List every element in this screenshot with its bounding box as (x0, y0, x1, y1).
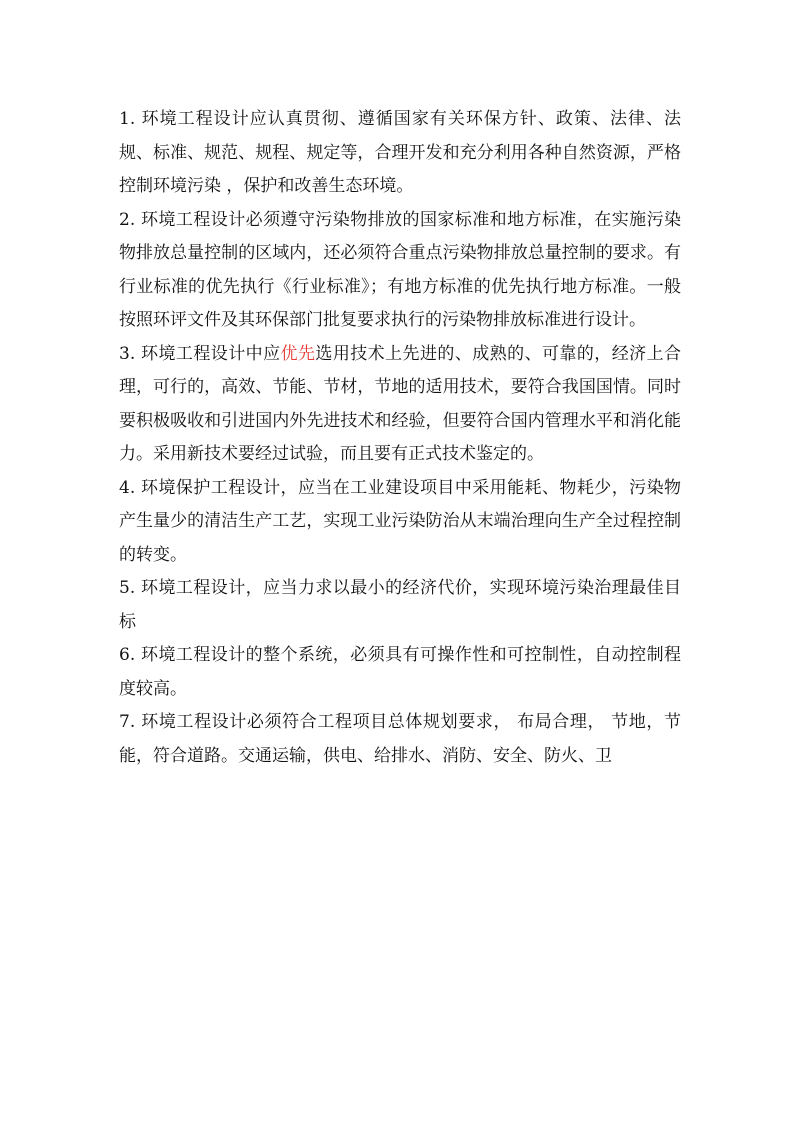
paragraph-3 (119, 338, 681, 472)
paragraph-6-text: 6. 环境工程设计的整个系统，必须具有可操作性和可控制性，自动控制程度较高。 (119, 645, 681, 699)
paragraph-5 (119, 572, 681, 639)
paragraph-3-text-start: 3. 环境工程设计中应 (119, 343, 281, 364)
paragraph-7 (119, 706, 681, 773)
paragraph-1 (119, 103, 681, 204)
paragraph-4 (119, 472, 681, 573)
paragraph-2-text: 2. 环境工程设计必须遵守污染物排放的国家标准和地方标准，在实施污染物排放总量控制的区域内，还必须符合重点污染物排放总量控制的要求。有行业标准的优先执行《行业标准》；有地方标准的优先执行地方标准。一般按照环评文件及其环保部门批复要求执行的污染物排放标准进行设计。 (119, 209, 681, 330)
paragraph-2 (119, 204, 681, 338)
paragraph-3-text-end: 选用技术上先进的、成熟的、可靠的，经济上合理，可行的，高效、节能、节材，节地的适用技术，要符合我国国情。同时要积极吸收和引进国内外先进技术和经验，但要符合国内管理水平和消化能力。采用新技术要经过试验，而且要有正式技术鉴定的。 (119, 343, 682, 464)
highlighted-text: 优先 (280, 343, 316, 364)
paragraph-4-text: 4. 环境保护工程设计，应当在工业建设项目中采用能耗、物耗少，污染物产生量少的清洁生产工艺，实现工业污染防治从末端治理向生产全过程控制的转变。 (119, 477, 681, 565)
paragraph-5-text: 5. 环境工程设计，应当力求以最小的经济代价，实现环境污染治理最佳目标 (119, 578, 681, 632)
paragraph-6 (119, 639, 681, 706)
paragraph-1-text: 1. 环境工程设计应认真贯彻、遵循国家有关环保方针、政策、法律、法规、标准、规范、规程、规定等，合理开发和充分利用各种自然资源，严格控制环境污染 ，保护和改善生态环境。 (119, 109, 681, 196)
paragraph-7-text: 7. 环境工程设计必须符合工程项目总体规划要求， 布局合理， 节地，节能，符合道路。交通运输，供电、给排水、消防、安全、防火、卫 (119, 712, 681, 766)
document-body (119, 103, 681, 773)
